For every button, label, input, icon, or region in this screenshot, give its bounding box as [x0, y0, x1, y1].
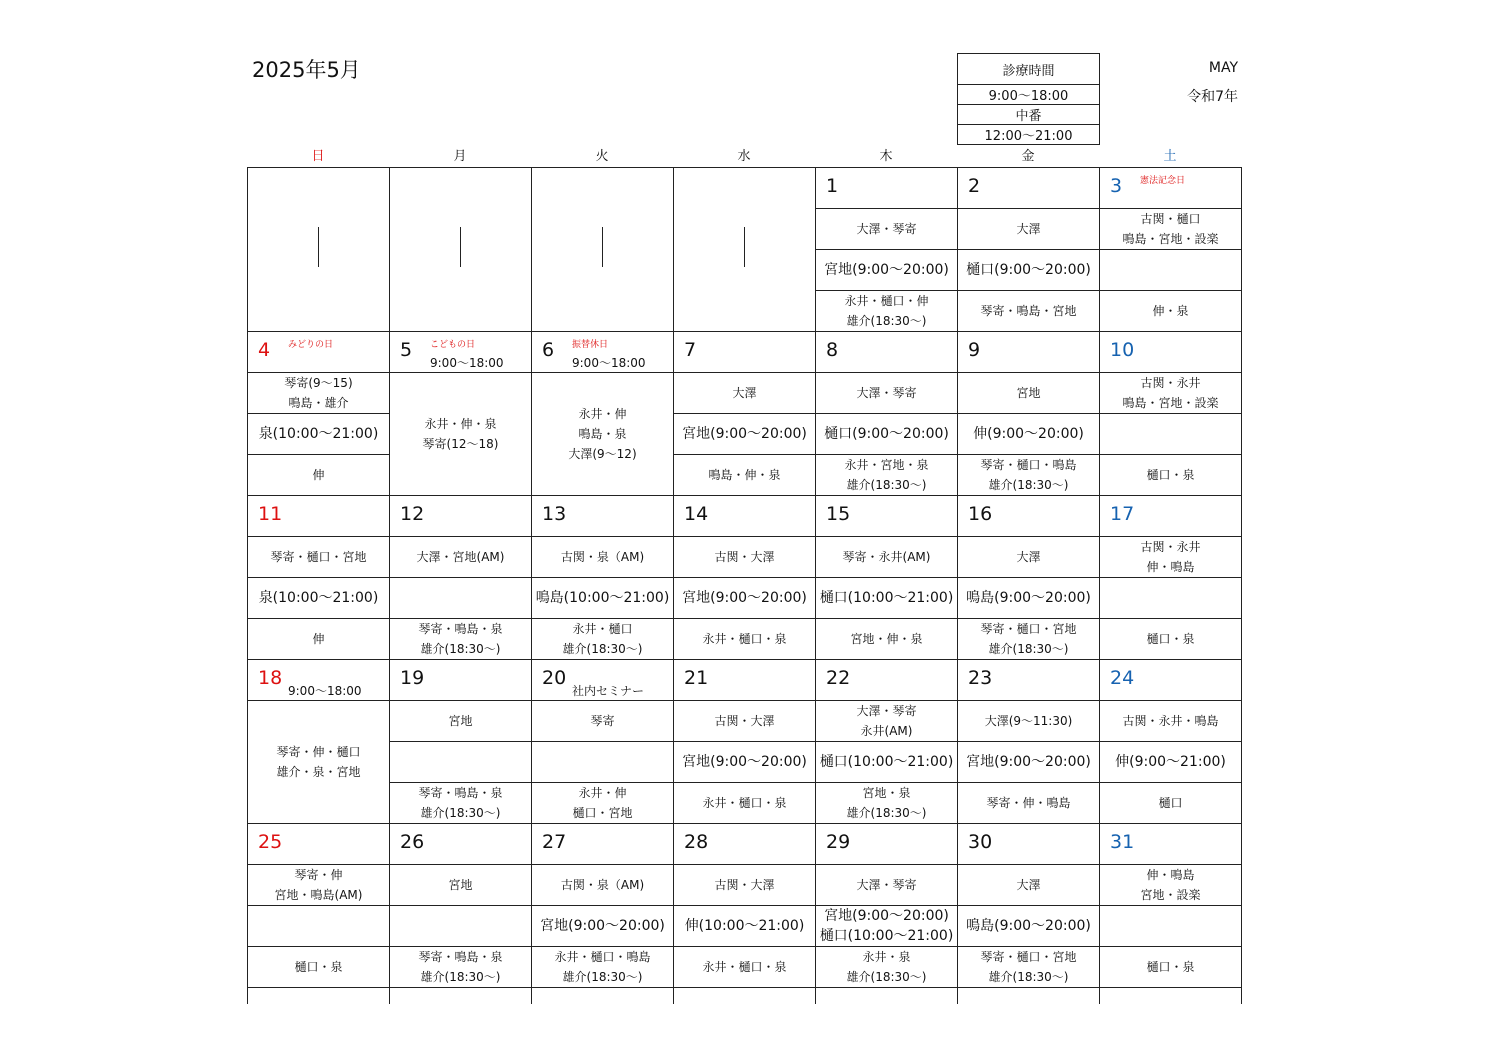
date-cell — [532, 824, 674, 865]
date-cell — [816, 824, 958, 865]
staff-cell: 宮地(9:00〜20:00) — [674, 742, 816, 783]
staff-cell — [390, 742, 532, 783]
day-number: 24 — [1110, 667, 1135, 689]
day-number: 22 — [826, 667, 851, 689]
day-number: 7 — [684, 339, 697, 361]
staff-cell: 伸(9:00〜20:00) — [958, 414, 1100, 455]
staff-cell — [390, 906, 532, 947]
day-number: 6 — [542, 339, 555, 361]
date-cell — [390, 168, 532, 332]
staff-cell: 樋口(10:00〜21:00) — [816, 578, 958, 619]
staff-cell: 樋口・泉 — [248, 947, 390, 988]
staff-cell — [248, 906, 390, 947]
staff-cell: 大澤・琴寄 永井(AM) — [816, 701, 958, 742]
day-subtitle: 9:00〜18:00 — [572, 356, 646, 370]
staff-cell: 古関・樋口 鳴島・宮地・設楽 — [1100, 209, 1242, 250]
day-number: 31 — [1110, 831, 1135, 853]
holiday-label: みどりの日 — [288, 340, 334, 350]
staff-cell: 大澤・琴寄 — [816, 209, 958, 250]
staff-cell: 琴寄・樋口・鳴島 雄介(18:30〜) — [958, 455, 1100, 496]
staff-cell: 古関・泉（AM) — [532, 865, 674, 906]
day-number: 9 — [968, 339, 981, 361]
day-number: 25 — [258, 831, 283, 853]
staff-cell: 伸(10:00〜21:00) — [674, 906, 816, 947]
placeholder-mark — [318, 227, 320, 267]
staff-cell: 宮地(9:00〜20:00) — [958, 742, 1100, 783]
empty-cell — [248, 988, 390, 1005]
date-cell — [248, 660, 390, 701]
staff-cell: 琴寄 — [532, 701, 674, 742]
placeholder-mark — [602, 227, 604, 267]
day-number: 21 — [684, 667, 709, 689]
staff-cell: 琴寄・伸・樋口 雄介・泉・宮地 — [248, 701, 390, 824]
day-number: 23 — [968, 667, 993, 689]
staff-cell: 大澤・琴寄 — [816, 373, 958, 414]
staff-cell: 琴寄・鳴島・泉 雄介(18:30〜) — [390, 619, 532, 660]
weekday-tue: 火 — [595, 149, 609, 164]
staff-cell: 大澤・宮地(AM) — [390, 537, 532, 578]
day-number: 5 — [400, 339, 413, 361]
day-number: 3 — [1110, 175, 1123, 197]
date-cell — [674, 496, 816, 537]
day-number: 19 — [400, 667, 425, 689]
staff-cell — [390, 578, 532, 619]
date-cell — [248, 332, 390, 373]
hours-time: 9:00〜18:00 — [958, 85, 1100, 105]
staff-cell: 永井・伸 樋口・宮地 — [532, 783, 674, 824]
date-cell — [248, 824, 390, 865]
empty-cell — [958, 988, 1100, 1005]
day-number: 8 — [826, 339, 839, 361]
day-number: 1 — [826, 175, 839, 197]
date-row — [248, 332, 1242, 373]
date-cell — [1100, 168, 1242, 209]
date-row — [248, 168, 1242, 209]
date-cell — [958, 496, 1100, 537]
staff-row — [248, 537, 1242, 578]
day-number: 28 — [684, 831, 709, 853]
staff-cell: 永井・樋口・泉 — [674, 783, 816, 824]
staff-row — [248, 906, 1242, 947]
staff-row — [248, 742, 1242, 783]
staff-cell: 泉(10:00〜21:00) — [248, 414, 390, 455]
staff-cell — [1100, 250, 1242, 291]
date-cell — [532, 496, 674, 537]
day-number: 20 — [542, 667, 567, 689]
staff-row — [248, 373, 1242, 414]
staff-cell: 大澤 — [958, 209, 1100, 250]
date-cell — [532, 660, 674, 701]
staff-cell: 宮地 — [390, 701, 532, 742]
day-number: 16 — [968, 503, 993, 525]
staff-cell: 宮地・伸・泉 — [816, 619, 958, 660]
day-number: 13 — [542, 503, 567, 525]
staff-cell: 永井・樋口・鳴島 雄介(18:30〜) — [532, 947, 674, 988]
date-cell — [816, 332, 958, 373]
weekday-thu: 木 — [879, 149, 893, 164]
date-cell — [674, 660, 816, 701]
day-number: 27 — [542, 831, 567, 853]
staff-cell: 大澤(9〜11:30) — [958, 701, 1100, 742]
date-row — [248, 660, 1242, 701]
era-year: 令和7年 — [1187, 89, 1238, 105]
staff-cell: 宮地 — [958, 373, 1100, 414]
date-cell — [958, 824, 1100, 865]
day-subtitle: 9:00〜18:00 — [288, 684, 362, 698]
day-subtitle: 社内セミナー — [572, 684, 645, 698]
staff-cell: 伸 — [248, 619, 390, 660]
calendar-grid — [247, 167, 1242, 1004]
day-number: 15 — [826, 503, 851, 525]
staff-cell — [1100, 906, 1242, 947]
day-number: 30 — [968, 831, 993, 853]
date-cell — [532, 332, 674, 373]
date-cell — [248, 496, 390, 537]
staff-cell — [1100, 414, 1242, 455]
staff-cell: 古関・大澤 — [674, 701, 816, 742]
date-cell — [390, 660, 532, 701]
staff-cell: 永井・泉 雄介(18:30〜) — [816, 947, 958, 988]
weekday-fri: 金 — [1021, 149, 1035, 164]
staff-cell: 琴寄・永井(AM) — [816, 537, 958, 578]
day-number: 17 — [1110, 503, 1135, 525]
staff-cell: 古関・大澤 — [674, 865, 816, 906]
staff-cell: 永井・伸 鳴島・泉 大澤(9〜12) — [532, 373, 674, 496]
staff-cell: 琴寄・樋口・宮地 — [248, 537, 390, 578]
staff-cell: 鳴島・伸・泉 — [674, 455, 816, 496]
staff-cell: 宮地(9:00〜20:00) — [816, 250, 958, 291]
day-number: 29 — [826, 831, 851, 853]
page-title: 2025年5月 — [252, 58, 361, 82]
staff-row — [248, 619, 1242, 660]
weekday-wed: 水 — [737, 149, 751, 164]
staff-cell: 宮地(9:00〜20:00) — [674, 578, 816, 619]
staff-cell: 古関・永井 鳴島・宮地・設楽 — [1100, 373, 1242, 414]
staff-cell: 大澤・琴寄 — [816, 865, 958, 906]
date-cell — [674, 168, 816, 332]
staff-cell: 琴寄・樋口・宮地 雄介(18:30〜) — [958, 619, 1100, 660]
staff-cell: 琴寄・鳴島・宮地 — [958, 291, 1100, 332]
date-cell — [532, 168, 674, 332]
staff-row — [248, 783, 1242, 824]
weekday-sun: 日 — [311, 149, 325, 164]
date-cell — [1100, 660, 1242, 701]
day-number: 26 — [400, 831, 425, 853]
staff-cell: 宮地(9:00〜20:00) — [532, 906, 674, 947]
continuation-row — [248, 988, 1242, 1005]
staff-cell: 古関・永井 伸・鳴島 — [1100, 537, 1242, 578]
day-number: 14 — [684, 503, 709, 525]
staff-cell: 永井・樋口・伸 雄介(18:30〜) — [816, 291, 958, 332]
staff-cell: 永井・伸・泉 琴寄(12〜18) — [390, 373, 532, 496]
weekday-mon: 月 — [453, 149, 467, 164]
staff-cell: 永井・宮地・泉 雄介(18:30〜) — [816, 455, 958, 496]
date-cell — [1100, 496, 1242, 537]
staff-cell: 樋口・泉 — [1100, 619, 1242, 660]
day-subtitle: 9:00〜18:00 — [430, 356, 504, 370]
staff-cell: 琴寄・鳴島・泉 雄介(18:30〜) — [390, 947, 532, 988]
date-cell — [674, 332, 816, 373]
staff-cell: 琴寄・伸 宮地・鳴島(AM) — [248, 865, 390, 906]
staff-cell: 樋口・泉 — [1100, 947, 1242, 988]
date-row — [248, 824, 1242, 865]
staff-cell: 宮地 — [390, 865, 532, 906]
date-cell — [1100, 332, 1242, 373]
weekday-sat: 土 — [1163, 149, 1177, 164]
date-cell — [958, 332, 1100, 373]
middle-shift-label: 中番 — [958, 105, 1100, 125]
staff-cell: 大澤 — [674, 373, 816, 414]
date-cell — [958, 660, 1100, 701]
empty-cell — [1100, 988, 1242, 1005]
hours-label: 診療時間 — [958, 54, 1100, 85]
weekday-header — [247, 145, 1241, 164]
day-number: 10 — [1110, 339, 1135, 361]
staff-cell: 樋口(10:00〜21:00) — [816, 742, 958, 783]
day-number: 12 — [400, 503, 425, 525]
staff-row — [248, 865, 1242, 906]
staff-cell: 永井・樋口・泉 — [674, 619, 816, 660]
staff-cell: 永井・樋口 雄介(18:30〜) — [532, 619, 674, 660]
date-cell — [958, 168, 1100, 209]
staff-cell: 伸・鳴島 宮地・設楽 — [1100, 865, 1242, 906]
day-number: 11 — [258, 503, 283, 525]
staff-cell: 泉(10:00〜21:00) — [248, 578, 390, 619]
staff-cell: 伸・泉 — [1100, 291, 1242, 332]
date-row — [248, 496, 1242, 537]
date-cell — [390, 496, 532, 537]
staff-cell — [1100, 578, 1242, 619]
staff-cell: 樋口・泉 — [1100, 455, 1242, 496]
day-number: 2 — [968, 175, 981, 197]
staff-cell: 琴寄・鳴島・泉 雄介(18:30〜) — [390, 783, 532, 824]
date-cell — [816, 168, 958, 209]
staff-cell: 永井・樋口・泉 — [674, 947, 816, 988]
staff-cell: 鳴島(9:00〜20:00) — [958, 578, 1100, 619]
staff-cell: 大澤 — [958, 865, 1100, 906]
staff-cell: 宮地・泉 雄介(18:30〜) — [816, 783, 958, 824]
empty-cell — [390, 988, 532, 1005]
staff-cell: 樋口(9:00〜20:00) — [816, 414, 958, 455]
staff-cell: 琴寄(9〜15) 鳴島・雄介 — [248, 373, 390, 414]
staff-row — [248, 578, 1242, 619]
empty-cell — [674, 988, 816, 1005]
staff-cell: 琴寄・伸・鳴島 — [958, 783, 1100, 824]
staff-cell: 古関・泉（AM) — [532, 537, 674, 578]
holiday-label: こどもの日 — [430, 340, 476, 350]
staff-cell: 大澤 — [958, 537, 1100, 578]
date-cell — [1100, 824, 1242, 865]
staff-cell: 鳴島(10:00〜21:00) — [532, 578, 674, 619]
holiday-label: 憲法記念日 — [1140, 176, 1186, 186]
staff-cell: 古関・永井・鳴島 — [1100, 701, 1242, 742]
date-cell — [390, 332, 532, 373]
holiday-label: 振替休日 — [572, 340, 609, 350]
date-cell — [816, 660, 958, 701]
date-cell — [248, 168, 390, 332]
staff-cell: 宮地(9:00〜20:00) — [674, 414, 816, 455]
staff-cell: 宮地(9:00〜20:00) 樋口(10:00〜21:00) — [816, 906, 958, 947]
staff-cell: 琴寄・樋口・宮地 雄介(18:30〜) — [958, 947, 1100, 988]
empty-cell — [816, 988, 958, 1005]
staff-cell: 伸 — [248, 455, 390, 496]
middle-shift-time: 12:00〜21:00 — [958, 125, 1100, 145]
date-cell — [390, 824, 532, 865]
date-cell — [816, 496, 958, 537]
staff-cell: 伸(9:00〜21:00) — [1100, 742, 1242, 783]
staff-row — [248, 947, 1242, 988]
date-cell — [674, 824, 816, 865]
day-number: 4 — [258, 339, 271, 361]
staff-cell: 古関・大澤 — [674, 537, 816, 578]
staff-cell: 鳴島(9:00〜20:00) — [958, 906, 1100, 947]
staff-cell — [532, 742, 674, 783]
month-en: MAY — [1208, 60, 1238, 76]
placeholder-mark — [744, 227, 746, 267]
staff-cell: 樋口 — [1100, 783, 1242, 824]
staff-cell: 樋口(9:00〜20:00) — [958, 250, 1100, 291]
consultation-hours-box — [957, 53, 1100, 145]
placeholder-mark — [460, 227, 462, 267]
empty-cell — [532, 988, 674, 1005]
staff-row — [248, 701, 1242, 742]
day-number: 18 — [258, 667, 283, 689]
